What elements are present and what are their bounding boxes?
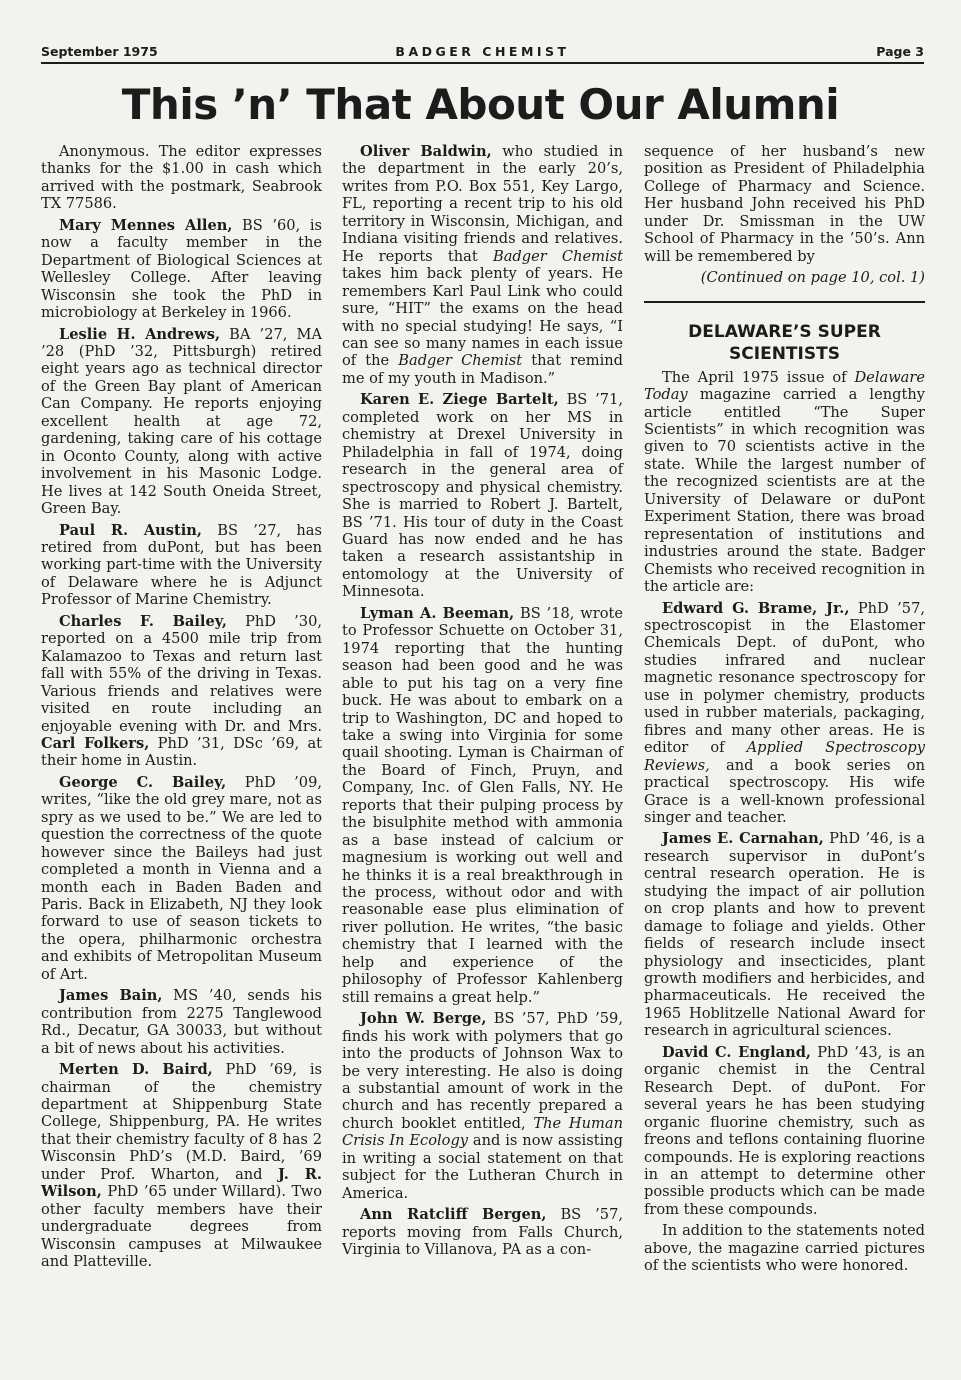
entry-charles-bailey (41, 613, 322, 770)
page-number: Page 3 (876, 44, 924, 59)
continued-note: (Continued on page 10, col. 1) (700, 269, 925, 287)
entry-bartelt (342, 391, 623, 600)
publication-title: Applied Spectroscopy Reviews, (644, 739, 925, 774)
entry-text: BA ’27, MA ’28 (PhD ’32, Pittsburgh) retired eight years ago as technical director of the Green Bay plant of American Can Company. He reports enjoying excellent health at age 72, gardening, taking care of his cottage in Oconto County, along with active involvement in his Masonic Lodge. He lives at 142 South Oneida Street, Green Bay. (41, 325, 322, 518)
running-header (41, 41, 924, 61)
entry-text: BS ’60, is now a faculty member in the Department of Biological Sciences at Wellesley College. After leaving Wisconsin she took the PhD in microbiology at Berkeley in 1966. (41, 216, 322, 322)
entry-text: who studied in the department in the early 20’s, writes from P.O. Box 551, Key Largo, FL, reporting a recent trip to his old territory in Wisconsin, Michigan, and Indiana visiting friends and relatives. He reports that (342, 143, 623, 265)
publication-title: Badger Chemist (398, 352, 523, 370)
alumnus-name: Oliver Baldwin, (360, 143, 492, 160)
alumnus-name: David C. England, (662, 1043, 811, 1061)
section-divider (644, 301, 925, 303)
entry-bain (41, 987, 322, 1057)
alumnus-name: James Bain, (59, 987, 163, 1005)
entry-text: The April 1975 issue of (662, 368, 855, 386)
alumnus-name: Charles F. Bailey, (59, 612, 227, 630)
entry-text: MS ’40, sends his contribution from 2275 Tanglewood Rd., Decatur, GA 30033, but without a bit of news about his activities. (41, 987, 322, 1057)
entry-text: BS ’57, PhD ’59, finds his work with polymers that go into the products of Johnson Wax to be very interesting. He also is doing a substantial amount of work in the church and has recently prepared a church booklet entitled, (342, 1010, 623, 1132)
booklet-title: The Human Crisis In Ecology (342, 1114, 623, 1150)
alumnus-name: Paul R. Austin, (59, 521, 202, 539)
entry-england (644, 1044, 925, 1219)
entry-george-bailey (41, 774, 322, 983)
entry-allen (41, 217, 322, 322)
entry-anonymous: Anonymous. The editor expresses thanks for the $1.00 in cash which arrived with the postmark, Seabrook TX 77586. (41, 143, 322, 213)
entry-text: BS ’27, has retired from duPont, but has been working part-time with the University of Delaware where he is Adjunct Professor of Marine Chemistry. (41, 521, 322, 609)
header-rule (41, 62, 924, 64)
entry-baird (41, 1061, 322, 1270)
entry-text: BS ’18, wrote to Professor Schuette on October 31, 1974 reporting that the hunting season had been good and he was able to put his tag on a very fine buck. He was about to embark on a trip to Washington, DC and hoped to take a swing into Virginia for some quail shooting. Lyman is Chairman of the Board of Finch, Pruyn, and Company, Inc. of Glen Falls, NY. He reports that their pulping process by the bisulphite method with ammonia as a base instead of calcium or magnesium is working out well and he thinks it is a real breakthrough in the process, without odor and with reasonable ease plus elimination of river pollution. He writes, “the basic chemistry that I learned with the help and experience of the philosophy of Professor Kahlenberg still remains a great help.” (342, 604, 623, 1006)
entry-brame (644, 600, 925, 827)
column-1 (41, 143, 322, 1275)
alumnus-name: Edward G. Brame, Jr., (662, 599, 850, 617)
alumnus-name: Ann Ratcliff Bergen, (360, 1206, 547, 1224)
entry-beeman (342, 605, 623, 1006)
publication-name: BADGER CHEMIST (395, 44, 570, 59)
delaware-intro (644, 369, 925, 596)
entry-text: PhD ’65 under Willard). Two other faculty members have their undergraduate degrees from Wisconsin campuses at Milwaukee and Platteville. (41, 1183, 322, 1271)
publication-title: Badger Chemist (492, 247, 623, 265)
alumnus-name: James E. Carnahan, (662, 830, 824, 848)
entry-text: PhD ’31, DSc ’69, at their home in Austin. (41, 734, 323, 770)
entry-bergen (342, 1206, 623, 1258)
alumnus-name: Karen E. Ziege Bartelt, (360, 391, 559, 409)
alumnus-name: John W. Berge, (360, 1010, 487, 1028)
alumnus-name: Merten D. Baird, (59, 1061, 213, 1079)
alumnus-name: Lyman A. Beeman, (360, 604, 515, 622)
issue-date: September 1975 (41, 44, 158, 59)
entry-bergen-continued: sequence of her husband’s new position as President of Philadelphia College of Pharmacy and Science. Her husband John received his PhD under Dr. Smissman in the UW School of Pharmacy in the ’50’s. Ann will be remembered by (644, 143, 925, 265)
entry-andrews (41, 326, 322, 518)
entry-text: PhD ’57, spectroscopist in the Elastomer Chemicals Dept. of duPont, who studies infrared and nuclear magnetic resonance spectroscopy for use in polymer chemistry, products used in rubber materials, packaging, fibres and many other areas. He is editor of (644, 599, 925, 757)
alumnus-name: Carl Folkers, (41, 734, 150, 752)
column-3 (644, 143, 925, 1279)
alumnus-name: J. R. Wilson, (41, 1165, 322, 1201)
entry-berge (342, 1010, 623, 1202)
column-2 (342, 143, 623, 1263)
entry-text: PhD ’69, is chairman of the chemistry department at Shippenburg State College, Shippenburg, PA. He writes that their chemistry faculty of 8 has 2 Wisconsin PhD’s (M.D. Baird, ’69 under Prof. Wharton, and (41, 1061, 322, 1183)
entry-text: BS ’71, completed work on her MS in chemistry at Drexel University in Philadelphia in fall of 1974, doing research in the general area of spectroscopy and physical chemistry. She is married to Robert J. Bartelt, BS ’71. His tour of duty in the Coast Guard has now ended and he has taken a research assistantship in entomology at the University of Minnesota. (342, 391, 624, 601)
entry-text: PhD ’30, reported on a 4500 mile trip from Kalamazoo to Texas and return last fall with 55% of the driving in Texas. Various friends and relatives were visited en route including an enjoyable evening with Dr. and Mrs. (41, 612, 322, 735)
entry-text: that remind me of my youth in Madison.” (342, 352, 623, 387)
magazine-title: Delaware Today (644, 368, 925, 404)
entry-baldwin (342, 143, 623, 387)
alumnus-name: George C. Bailey, (59, 773, 227, 791)
entry-text: PhD ’09, writes, “like the old grey mare, not as spry as we used to be.” We are led to question the correctness of the quote however since the Baileys had just completed a month in Vienna and a month each in Baden Baden and Paris. Back in Elizabeth, NJ they look forward to use of season tickets to the opera, philharmonic orchestra and exhibits of Metropolitan Museum of Art. (41, 773, 323, 983)
entry-text: takes him back plenty of years. He remembers Karl Paul Link who could sure, “HIT” the exams on the head with no special studying! He says, “I can see so many names in each issue of the (342, 265, 623, 370)
delaware-closing: In addition to the statements noted above, the magazine carried pictures of the scientists who were honored. (644, 1222, 925, 1275)
page-title: This ’n’ That About Our Alumni (121, 80, 840, 129)
entry-austin (41, 522, 322, 609)
alumnus-name: Leslie H. Andrews, (59, 325, 221, 343)
entry-text: PhD ’43, is an organic chemist in the Central Research Dept. of duPont. For several years he has been studying organic fluorine chemistry, such as freons and teflons containing fluorine compounds. He is exploring reactions in an attempt to determine other possible products which can be made from these compounds. (644, 1043, 925, 1218)
entry-text: magazine carried a lengthy article entitled “The Super Scientists” in which recognition was given to 70 scientists active in the state. While the largest number of the recognized scientists are at the University of Delaware or duPont Experiment Station, there was broad representation of institutions and industries around the state. Badger Chemists who received recognition in the article are: (644, 386, 925, 596)
alumnus-name: Mary Mennes Allen, (59, 216, 233, 234)
entry-text: and is now assisting in writing a social statement on that subject for the Lutheran Church in America. (342, 1132, 623, 1202)
section-heading: DELAWARE’S SUPER SCIENTISTS (688, 321, 881, 364)
entry-carnahan (644, 830, 925, 1039)
entry-text: and a book series on practical spectroscopy. His wife Grace is a well-known professional singer and teacher. (644, 756, 925, 826)
entry-text: PhD ’46, is a research supervisor in duPont’s central research operation. He is studying the impact of air pollution on crop plants and how to prevent damage to foliage and yields. Other fields of research include insect physiology and insecticides, plant growth modifiers and herbicides, and pharmaceuticals. He received the 1965 Hoblitzelle National Award for research in agricultural sciences. (644, 830, 925, 1040)
entry-text: BS ’57, reports moving from Falls Church, Virginia to Villanova, PA as a con- (342, 1206, 623, 1259)
